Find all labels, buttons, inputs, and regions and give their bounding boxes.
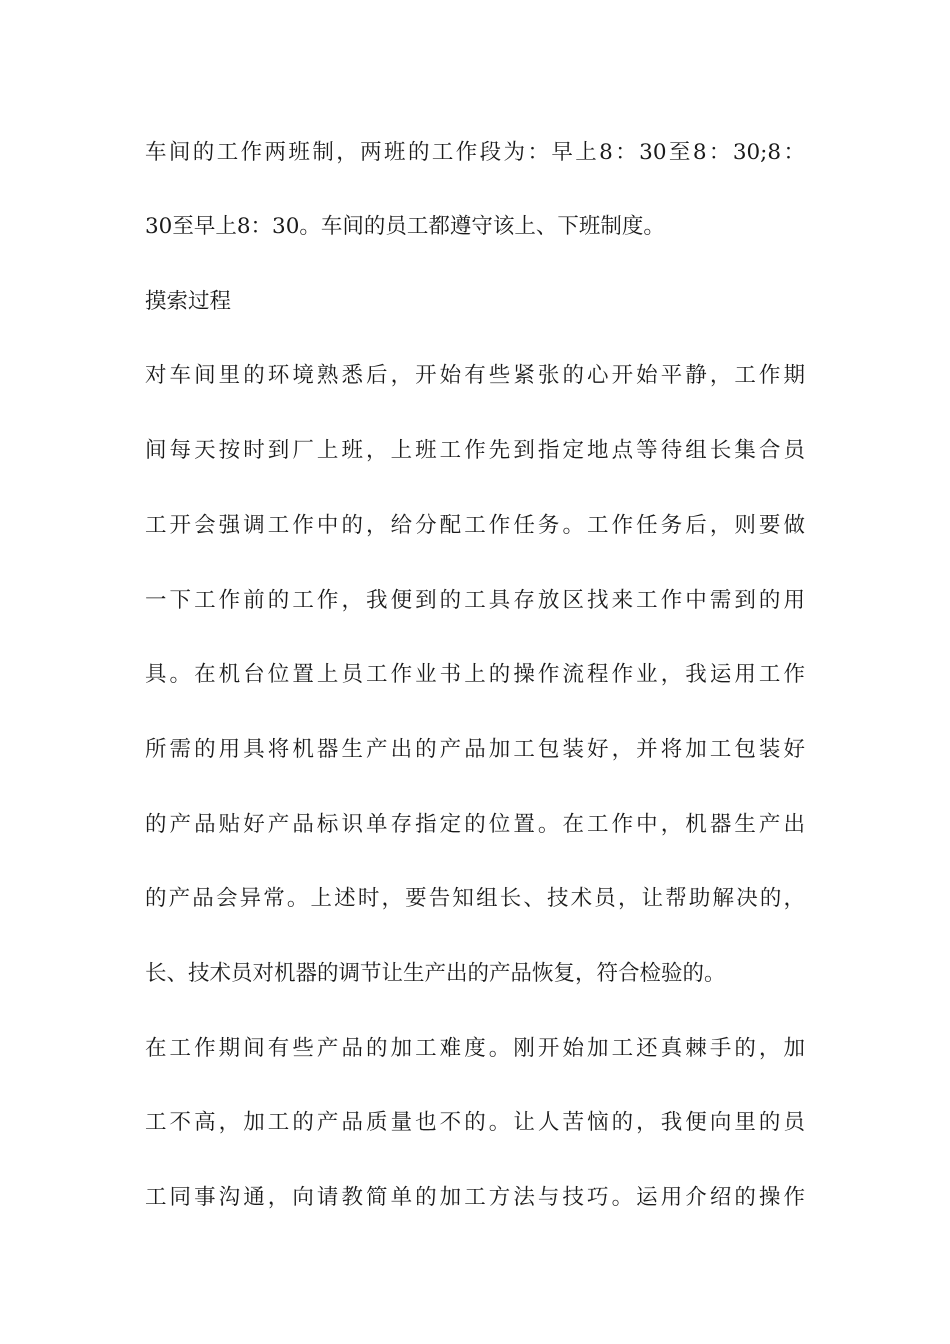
body-text-line: 间每天按时到厂上班，上班工作先到指定地点等待组长集合员 (145, 438, 805, 463)
body-text-line: 在工作期间有些产品的加工难度。刚开始加工还真棘手的，加 (145, 1036, 805, 1061)
body-text-line: 具。在机台位置上员工作业书上的操作流程作业，我运用工作 (145, 662, 805, 687)
body-text-line: 所需的用具将机器生产出的产品加工包装好，并将加工包装好 (145, 737, 805, 762)
body-text-line: 的产品贴好产品标识单存指定的位置。在工作中，机器生产出 (145, 812, 805, 837)
body-text-line: 的产品会异常。上述时，要告知组长、技术员，让帮助解决的， (145, 886, 805, 911)
section-heading: 摸索过程 (145, 289, 232, 314)
body-text-line: 30至早上8：30。车间的员工都遵守该上、下班制度。 (145, 214, 665, 239)
body-text-line: 对车间里的环境熟悉后，开始有些紧张的心开始平静，工作期 (145, 363, 805, 388)
body-text-line: 工不高，加工的产品质量也不的。让人苦恼的，我便向里的员 (145, 1110, 805, 1135)
body-text-line: 工同事沟通，向请教简单的加工方法与技巧。运用介绍的操作 (145, 1185, 805, 1210)
body-text-line: 长、技术员对机器的调节让生产出的产品恢复，符合检验的。 (145, 961, 726, 986)
body-text-line: 车间的工作两班制，两班的工作段为：早上8：30至8：30;8： (145, 140, 805, 165)
body-text-line: 一下工作前的工作，我便到的工具存放区找来工作中需到的用 (145, 588, 805, 613)
body-text-line: 工开会强调工作中的，给分配工作任务。工作任务后，则要做 (145, 513, 805, 538)
